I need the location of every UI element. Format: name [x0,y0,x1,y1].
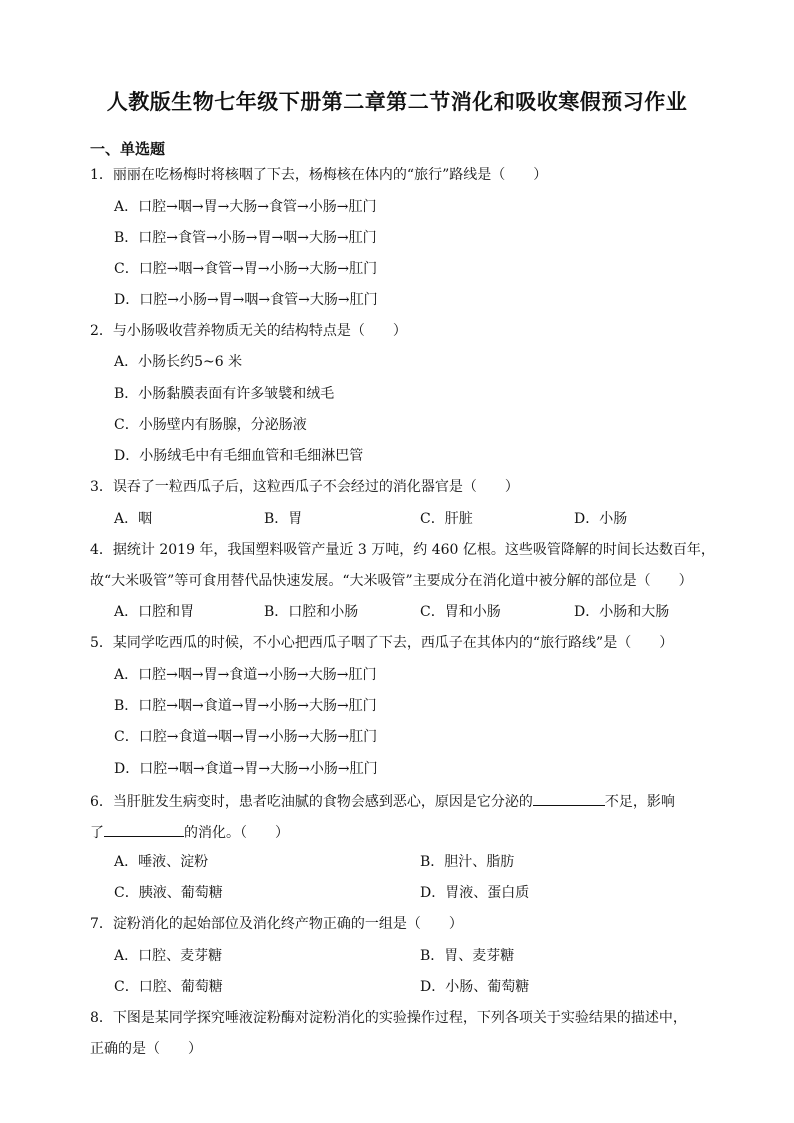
question-7-stem: 7．淀粉消化的起始部位及消化终产物正确的一组是（ ） [90,916,463,932]
question-7-option-b[interactable]: B．胃、麦芽糖 [420,948,515,964]
question-7-option-a[interactable]: A．口腔、麦芽糖 [114,948,223,964]
question-5-option-d[interactable]: D．口腔→咽→食道→胃→大肠→小肠→肛门 [114,761,378,777]
question-2-option-a[interactable]: A．小肠长约5~6 米 [114,354,243,370]
question-6-option-a[interactable]: A．唾液、淀粉 [114,854,209,870]
question-6-stem-text-4: 的消化。（ ） [184,825,289,841]
question-5-option-a[interactable]: A．口腔→咽→胃→食道→小肠→大肠→肛门 [114,667,377,683]
question-2-option-b[interactable]: B．小肠黏膜表面有许多皱襞和绒毛 [114,386,335,402]
question-5-stem: 5．某同学吃西瓜的时候，不小心把西瓜子咽了下去，西瓜子在其体内的“旅行路线”是（ ） [90,635,674,651]
question-1-option-c[interactable]: C．口腔→咽→食管→胃→小肠→大肠→肛门 [114,261,378,277]
question-3-option-b[interactable]: B．胃 [264,511,303,527]
question-8-stem-line-1: 8．下图是某同学探究唾液淀粉酶对淀粉消化的实验操作过程，下列各项关于实验结果的描述中， [90,1010,687,1026]
question-1-stem: 1．丽丽在吃杨梅时将核咽了下去，杨梅核在体内的“旅行”路线是（ ） [90,167,548,183]
page-title: 人教版生物七年级下册第二章第二节消化和吸收寒假预习作业 [106,89,688,114]
question-4-option-d[interactable]: D．小肠和大肠 [574,604,670,620]
question-4-option-c[interactable]: C．胃和小肠 [420,604,501,620]
question-3-option-d[interactable]: D．小肠 [574,511,628,527]
question-5-option-b[interactable]: B．口腔→咽→食道→胃→小肠→大肠→肛门 [114,698,377,714]
question-8-stem-line-2: 正确的是（ ） [90,1041,202,1057]
question-3-option-a[interactable]: A．咽 [114,511,153,527]
question-2-option-c[interactable]: C．小肠壁内有肠腺，分泌肠液 [114,417,307,433]
question-6-stem-line-2 [90,822,289,842]
question-1-option-b[interactable]: B．口腔→食管→小肠→胃→咽→大肠→肛门 [114,230,377,246]
question-5-option-c[interactable]: C．口腔→食道→咽→胃→小肠→大肠→肛门 [114,729,378,745]
section-heading: 一、单选题 [90,140,166,158]
question-1-option-a[interactable]: A．口腔→咽→胃→大肠→食管→小肠→肛门 [114,199,377,215]
question-6-stem-line-1 [90,791,675,811]
question-6-stem-text-1: 6．当肝脏发生病变时，患者吃油腻的食物会感到恶心，原因是它分泌的 [90,794,533,810]
question-6-stem-text-3: 了 [90,825,104,841]
question-4-option-a[interactable]: A．口腔和胃 [114,604,195,620]
question-4-stem-line-2: 故“大米吸管”等可食用替代品快速发展。“大米吸管”主要成分在消化道中被分解的部位是（ ） [90,573,693,589]
question-6-stem-text-2: 不足，影响 [604,794,675,810]
question-4-stem-line-1: 4．据统计 2019 年，我国塑料吸管产量近 3 万吨，约 460 亿根。这些吸管降解的时间长达数百年， [90,542,715,558]
question-2-option-d[interactable]: D．小肠绒毛中有毛细血管和毛细淋巴管 [114,448,364,464]
question-7-option-d[interactable]: D．小肠、葡萄糖 [420,979,530,995]
question-7-option-c[interactable]: C．口腔、葡萄糖 [114,979,223,995]
question-2-stem: 2．与小肠吸收营养物质无关的结构特点是（ ） [90,323,407,339]
answer-blank-1[interactable] [533,791,605,806]
question-3-stem: 3．误吞了一粒西瓜子后，这粒西瓜子不会经过的消化器官是（ ） [90,479,519,495]
question-1-option-d[interactable]: D．口腔→小肠→胃→咽→食管→大肠→肛门 [114,292,378,308]
question-6-option-b[interactable]: B．胆汁、脂肪 [420,854,515,870]
question-6-option-c[interactable]: C．胰液、葡萄糖 [114,885,223,901]
question-4-option-b[interactable]: B．口腔和小肠 [264,604,359,620]
answer-blank-2[interactable] [104,822,184,837]
question-6-option-d[interactable]: D．胃液、蛋白质 [420,885,530,901]
question-3-option-c[interactable]: C．肝脏 [420,511,473,527]
